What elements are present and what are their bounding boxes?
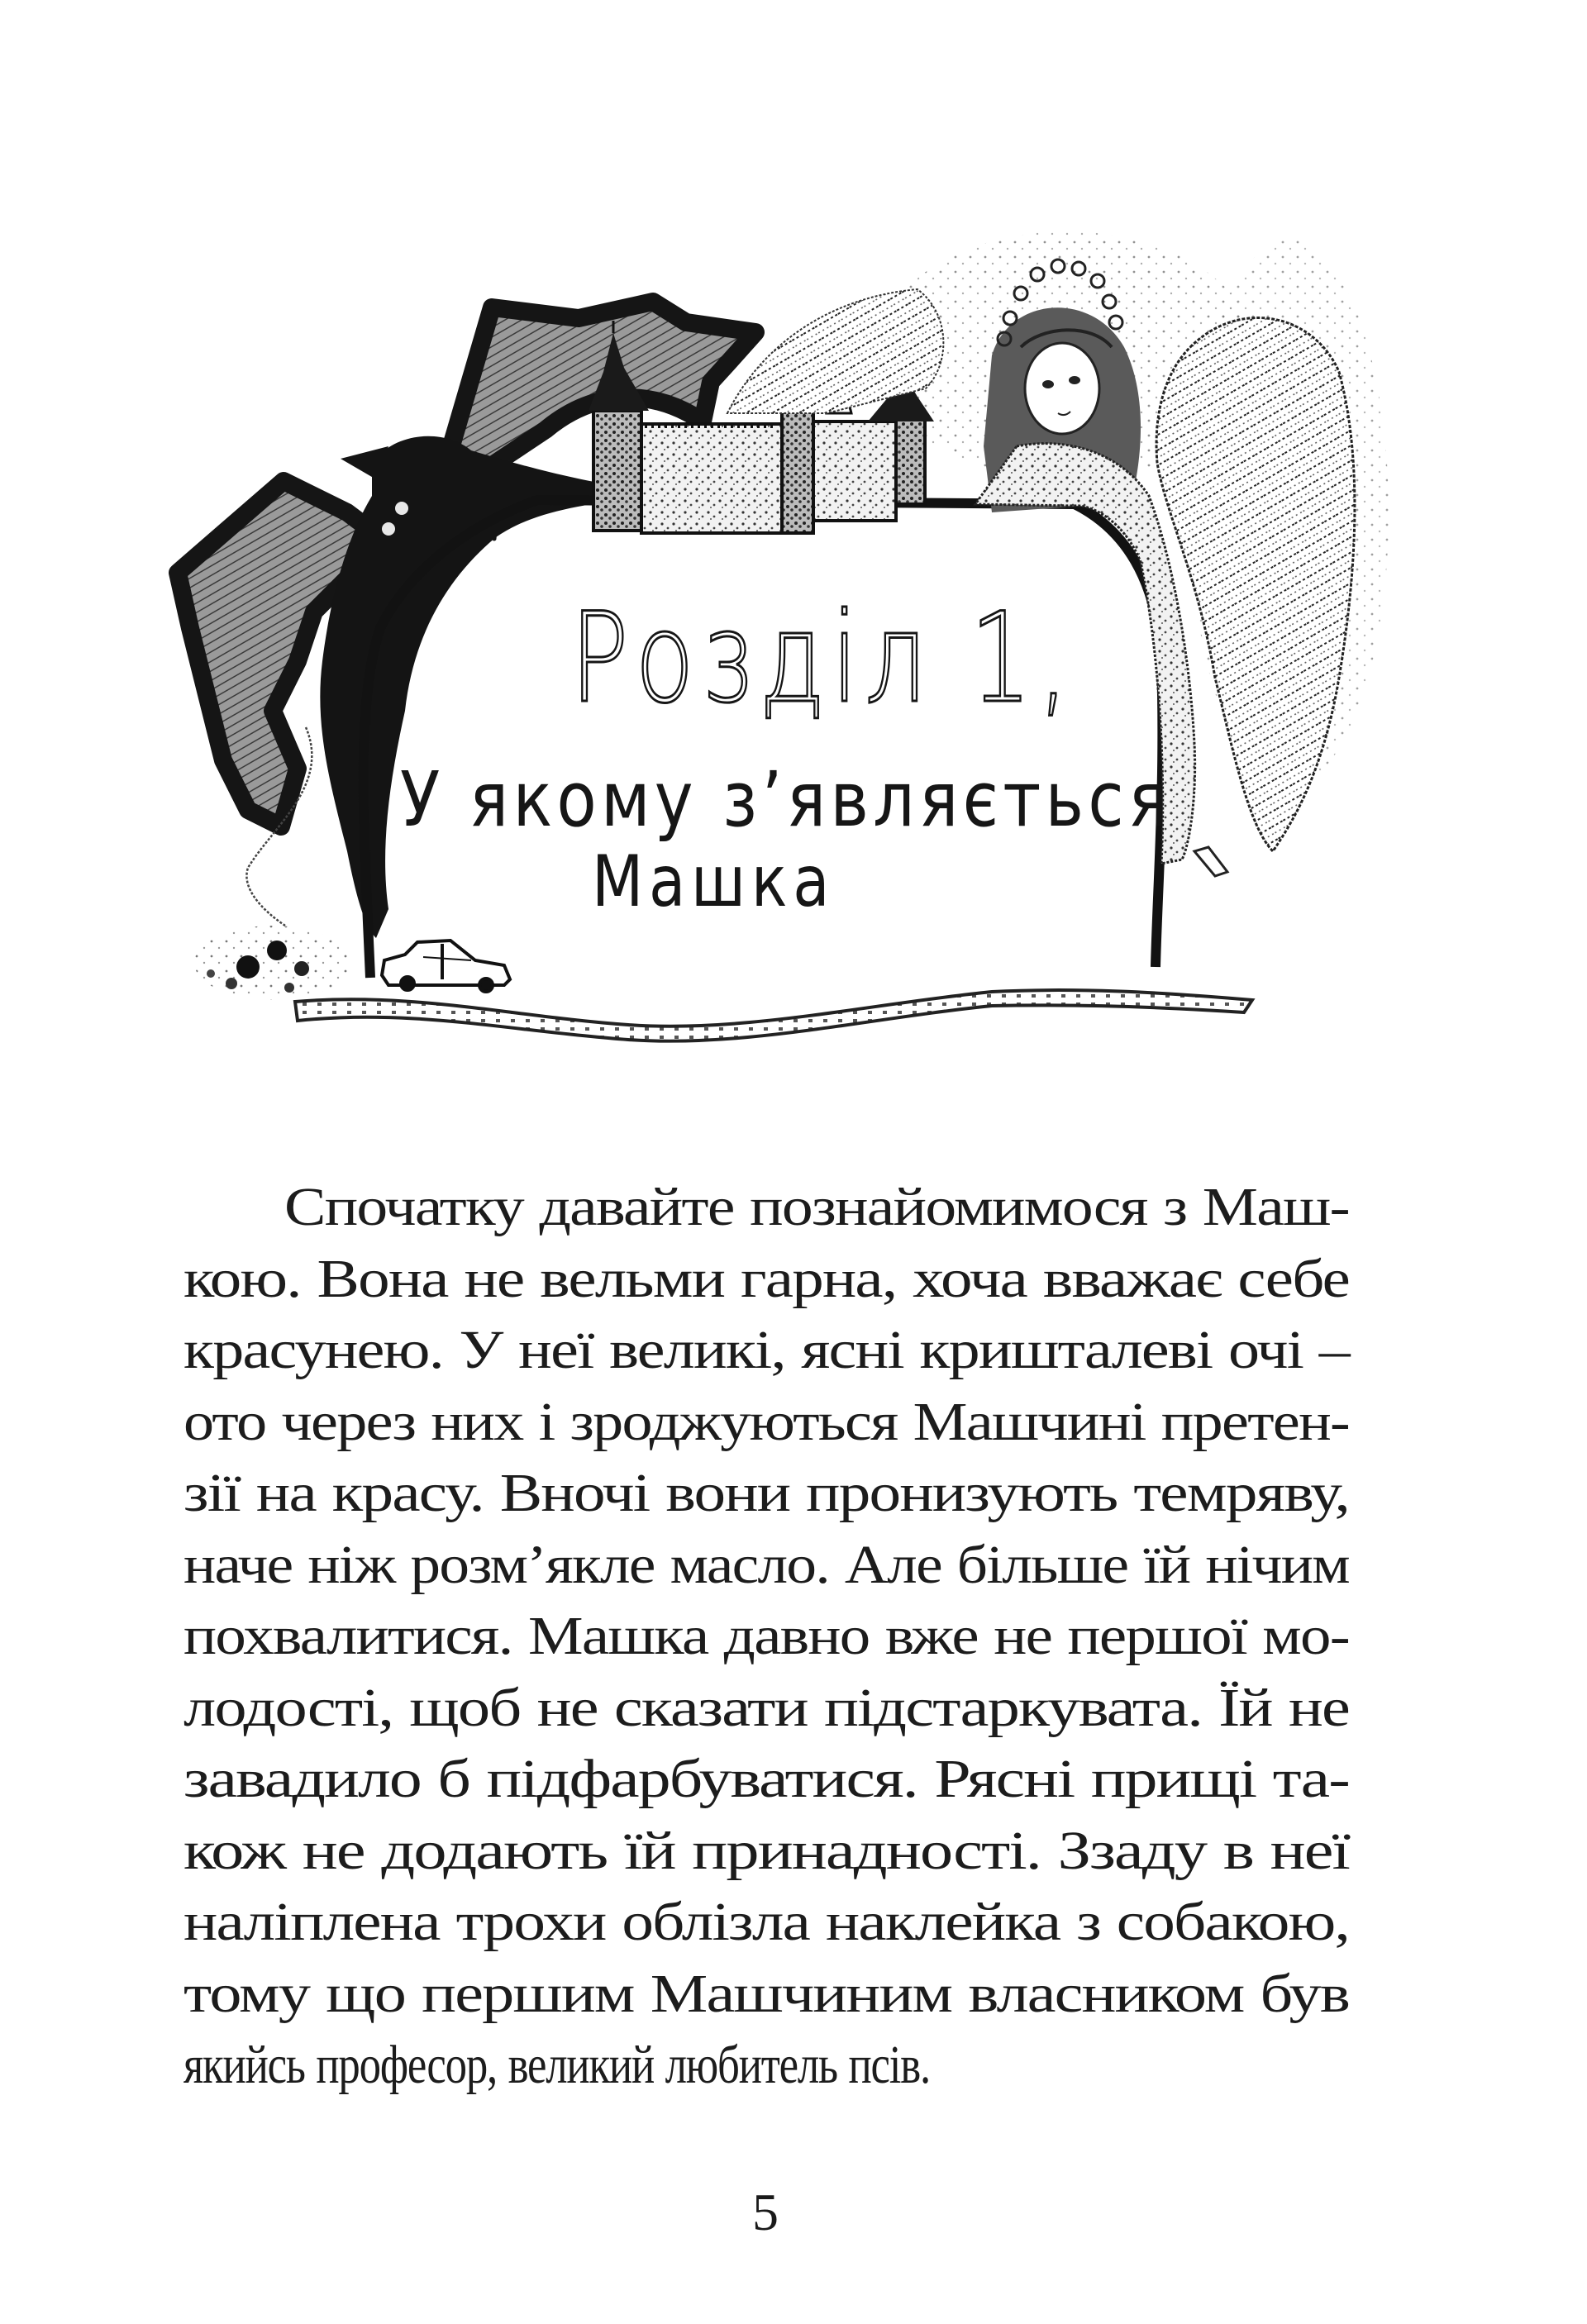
paragraph-line: тому що першим Машчиним власником був xyxy=(183,1963,1349,2024)
paragraph-line: завадило б підфарбуватися. Рясні прищі та- xyxy=(183,1749,1349,1809)
chapter-illustration xyxy=(0,0,1587,1074)
arched-frame xyxy=(364,500,1163,978)
paragraph-line: Спочатку давайте познайомимося з Маш- xyxy=(284,1177,1349,1237)
paragraph-line: красунею. У неї великі, ясні кришталеві очі – xyxy=(183,1320,1350,1380)
road xyxy=(295,990,1252,1041)
paragraph-line: лодості, щоб не сказати підстаркувата. Їй не xyxy=(183,1677,1349,1738)
paragraph-line: кож не додають їй принадності. Ззаду в неї xyxy=(183,1820,1349,1881)
bat-creature xyxy=(178,302,755,938)
chapter-title: Розділ 1, xyxy=(570,587,1075,731)
page-number: 5 xyxy=(752,2183,779,2241)
angel xyxy=(727,260,1355,876)
paragraph-line: кою. Вона не вельми гарна, хоча вважає себе xyxy=(183,1248,1349,1309)
paragraph-line: якийсь професор, великий любитель псів. xyxy=(183,2035,930,2095)
paragraph-line: ото через них і зроджуються Машчині претен- xyxy=(183,1391,1349,1452)
chapter-subtitle-line1: У якому з’являється xyxy=(400,755,1172,844)
paragraph-line: зії на красу. Вночі вони пронизують темряву, xyxy=(183,1463,1350,1523)
body-paragraph xyxy=(183,1172,1349,2102)
dotted-bush xyxy=(194,926,351,1000)
car xyxy=(382,941,510,992)
paragraph-line: наче ніж розм’якле масло. Але більше їй нічим xyxy=(183,1534,1349,1595)
chapter-subtitle-line2: Машка xyxy=(592,841,836,923)
paragraph-line: похвалитися. Машка давно вже не першої мо- xyxy=(183,1606,1349,1666)
paragraph-line: наліплена трохи облізла наклейка з собакою, xyxy=(183,1892,1350,1952)
